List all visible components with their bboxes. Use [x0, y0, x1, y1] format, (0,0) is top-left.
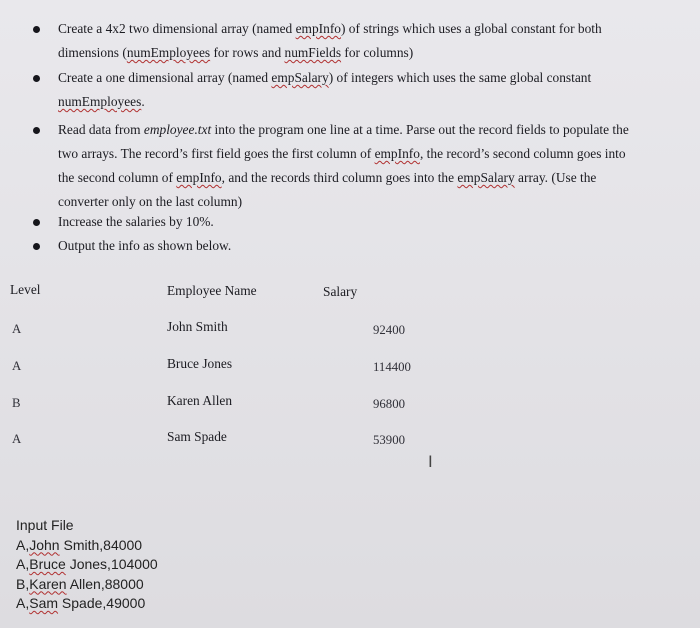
- table-cell-level: B: [12, 396, 21, 410]
- table-cell-level: A: [12, 322, 22, 336]
- instruction-item: [58, 234, 688, 258]
- text-run: .: [141, 94, 145, 109]
- spellcheck-flagged-word: Karen: [29, 575, 67, 592]
- text-run: the second column of: [58, 170, 177, 185]
- text-run: array. (Use the: [514, 170, 597, 185]
- text-run: Allen,88000: [66, 575, 144, 592]
- instruction-item: [58, 17, 688, 65]
- instruction-item: [58, 118, 688, 214]
- text-run: into the program one line at a time. Parse out the record fields to populate the: [211, 122, 629, 137]
- text-run: dimensions (: [58, 45, 127, 60]
- text-run: ) of integers which uses the same global constant: [328, 70, 592, 85]
- text-run: Read data from: [58, 122, 144, 137]
- input-file-lines: [16, 536, 158, 614]
- spellcheck-flagged-word: empInfo: [176, 170, 222, 185]
- text-run: Jones,104000: [65, 556, 158, 572]
- instruction-line: [58, 142, 688, 166]
- instruction-line: [58, 166, 688, 190]
- bullet-dot-icon: [33, 26, 40, 33]
- input-file-block: [16, 516, 158, 614]
- input-file-title: Input File: [16, 517, 74, 533]
- table-cell-salary: 96800: [373, 397, 405, 411]
- text-run: converter only on the last column): [58, 194, 243, 209]
- text-run: A,: [16, 595, 30, 611]
- input-file-line: [16, 594, 158, 614]
- employee-name-column-header: Employee Name: [167, 283, 257, 298]
- input-file-line: [16, 536, 158, 556]
- spellcheck-flagged-word: empSalary: [457, 170, 515, 185]
- spellcheck-flagged-word: Bruce: [29, 556, 66, 572]
- instruction-line: [58, 90, 688, 114]
- text-run: , the record’s second column goes into: [419, 146, 626, 161]
- spellcheck-flagged-word: John: [29, 536, 60, 553]
- text-run: two arrays. The record’s first field goes the first column of: [58, 146, 375, 161]
- text-run: for rows and: [210, 45, 285, 60]
- table-cell-salary: 114400: [373, 360, 411, 374]
- instruction-line: [58, 210, 688, 234]
- spellcheck-flagged-word: numEmployees: [58, 94, 142, 109]
- level-column-header: Level: [10, 282, 41, 297]
- text-run: Output the info as shown below.: [58, 238, 232, 253]
- text-run: Increase the salaries by 10%.: [58, 214, 214, 229]
- text-cursor-icon: I: [428, 452, 433, 471]
- text-run: Create a 4x2 two dimensional array (named: [58, 21, 296, 36]
- italic-filename: employee.txt: [143, 122, 212, 137]
- instruction-line: [58, 234, 688, 258]
- table-cell-salary: 92400: [373, 323, 405, 337]
- salary-column-header: Salary: [323, 284, 358, 299]
- table-cell-level: A: [12, 432, 22, 446]
- input-file-line: [16, 575, 158, 595]
- table-cell-salary: 53900: [373, 433, 405, 447]
- instruction-item: [58, 66, 688, 114]
- spellcheck-flagged-word: empInfo: [295, 21, 341, 36]
- spellcheck-flagged-word: empInfo: [374, 146, 420, 161]
- instruction-line: [58, 118, 688, 142]
- spellcheck-flagged-word: numFields: [284, 45, 342, 60]
- instruction-line: [58, 17, 688, 41]
- table-cell-employee-name: John Smith: [167, 319, 228, 334]
- bullet-dot-icon: [33, 219, 40, 226]
- text-run: , and the records third column goes into the: [221, 170, 458, 185]
- table-cell-level: A: [12, 359, 22, 373]
- bullet-dot-icon: [33, 75, 40, 82]
- bullet-dot-icon: [33, 243, 40, 250]
- table-cell-employee-name: Sam Spade: [167, 429, 227, 444]
- text-run: Smith,84000: [59, 536, 143, 553]
- instruction-line: [58, 41, 688, 65]
- spellcheck-flagged-word: numEmployees: [126, 45, 211, 60]
- text-run: Spade,49000: [58, 595, 146, 611]
- spellcheck-flagged-word: Sam: [29, 595, 59, 611]
- instruction-item: [58, 210, 688, 234]
- text-run: Create a one dimensional array (named: [58, 70, 272, 85]
- text-run: A,: [16, 556, 30, 572]
- instruction-line: [58, 66, 688, 90]
- bullet-dot-icon: [33, 127, 40, 134]
- input-file-line: [16, 555, 158, 575]
- text-run: A,: [16, 536, 30, 553]
- text-run: B,: [16, 575, 30, 592]
- spellcheck-flagged-word: empSalary: [271, 70, 329, 85]
- table-cell-employee-name: Bruce Jones: [167, 356, 233, 371]
- table-cell-employee-name: Karen Allen: [167, 393, 233, 408]
- text-run: for columns): [341, 45, 414, 60]
- text-run: ) of strings which uses a global constant for both: [340, 21, 602, 36]
